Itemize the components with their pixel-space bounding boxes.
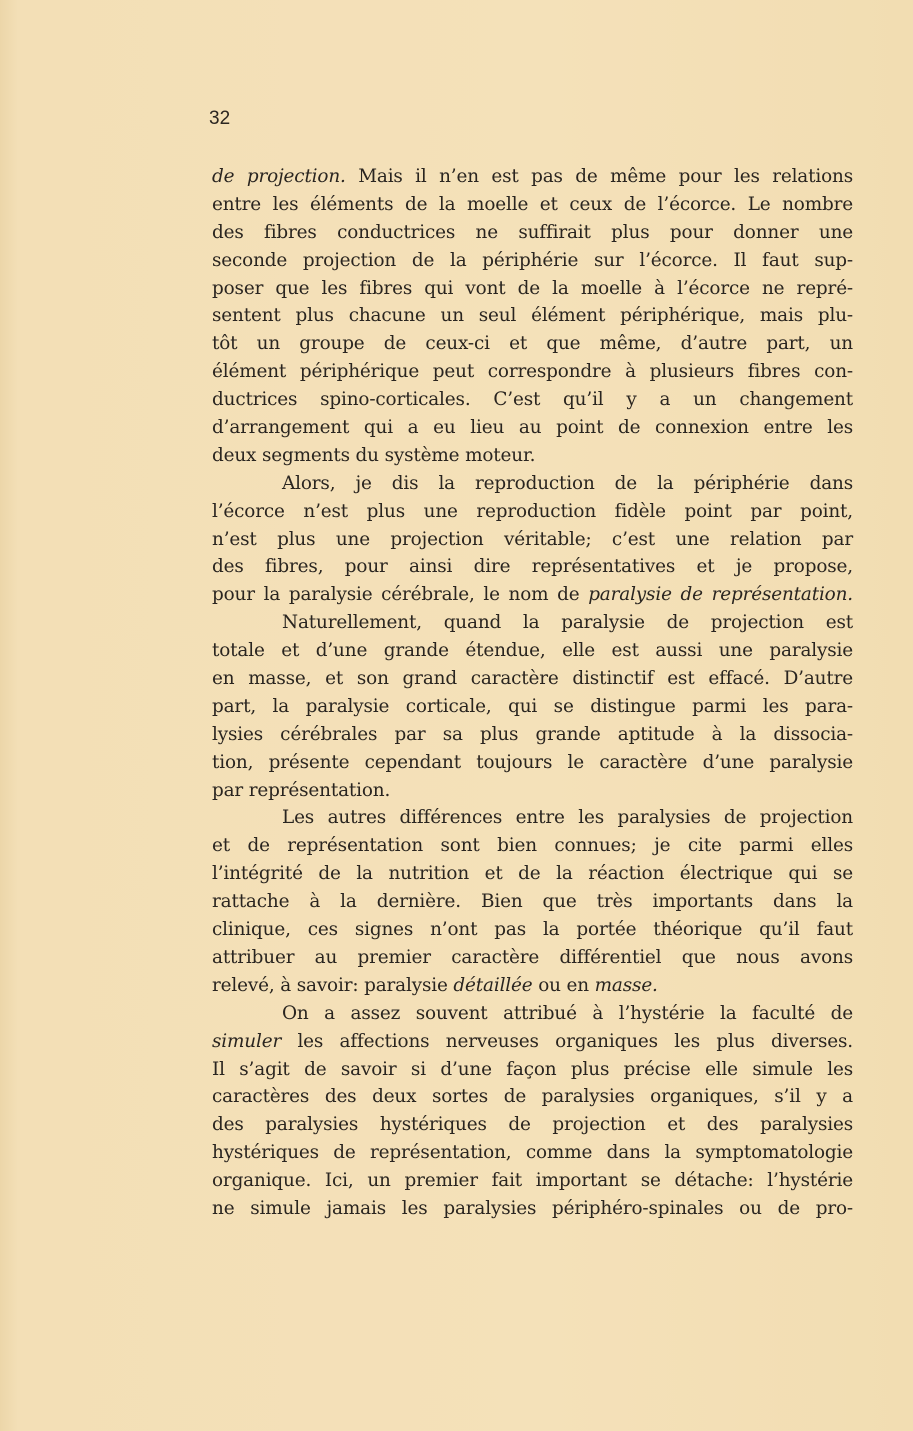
text-line	[212, 1195, 853, 1223]
text-segment: entre les éléments de la moelle et ceux de l’écorce. Le nombre	[212, 193, 853, 215]
text-segment: attribuer au premier caractère différentiel que nous avons	[212, 946, 853, 968]
text-segment: n’est plus une projection véritable; c’est une relation par	[212, 528, 853, 550]
text-segment: par représentation.	[212, 779, 391, 801]
text-segment: des fibres conductrices ne suffirait plus pour donner une	[212, 221, 853, 243]
italic-text: simuler	[212, 1030, 282, 1052]
text-line	[212, 553, 853, 581]
text-line	[212, 330, 853, 358]
text-line	[212, 860, 853, 888]
text-segment: et de représentation sont bien connues; je cite parmi elles	[212, 835, 853, 857]
text-segment: les affections nerveuses organiques les plus diverses.	[281, 1030, 853, 1052]
text-line	[212, 219, 853, 247]
text-segment: Il s’agit de savoir si d’une façon plus précise elle simule les	[212, 1058, 853, 1080]
text-line	[212, 1000, 853, 1028]
text-line	[212, 665, 853, 693]
italic-text: détaillée	[453, 974, 533, 996]
text-segment: caractères des deux sortes de paralysies organiques, s’il y a	[212, 1086, 853, 1108]
text-segment: en masse, et son grand caractère distinctif est effacé. D’autre	[212, 668, 853, 690]
text-line	[212, 1111, 853, 1139]
text-segment: part, la paralysie corticale, qui se distingue parmi les para-	[212, 695, 853, 717]
text-line	[212, 1139, 853, 1167]
text-line	[212, 498, 853, 526]
text-line	[212, 609, 853, 637]
page-number: 32	[209, 108, 231, 129]
text-segment: lysies cérébrales par sa plus grande aptitude à la dissocia-	[212, 723, 853, 745]
text-line	[212, 916, 853, 944]
text-line	[212, 1056, 853, 1084]
text-segment: d’arrangement qui a eu lieu au point de connexion entre les	[212, 417, 853, 439]
text-segment: pour la paralysie cérébrale, le nom de	[212, 584, 589, 606]
text-segment: tôt un groupe de ceux-ci et que même, d’autre part, un	[212, 333, 853, 355]
text-segment: ne simule jamais les paralysies périphéro-spinales ou de pro-	[212, 1197, 853, 1219]
text-line	[212, 777, 853, 805]
text-line	[212, 693, 853, 721]
text-line	[212, 1167, 853, 1195]
text-line	[212, 888, 853, 916]
text-line	[212, 358, 853, 386]
text-segment: poser que les fibres qui vont de la moelle à l’écorce ne repré-	[212, 277, 853, 299]
text-segment: Alors, je dis la reproduction de la périphérie dans	[282, 472, 853, 494]
text-line	[212, 163, 853, 191]
text-line	[212, 972, 853, 1000]
text-segment: relevé, à savoir: paralysie	[212, 974, 454, 996]
text-segment: tion, présente cependant toujours le caractère d’une paralysie	[212, 751, 853, 773]
text-line	[212, 386, 853, 414]
text-line	[212, 944, 853, 972]
text-line	[212, 581, 853, 609]
text-segment: ductrices spino-corticales. C’est qu’il y a un changement	[212, 389, 853, 411]
italic-text: de projection.	[212, 166, 346, 187]
text-segment: sentent plus chacune un seul élément périphérique, mais plu-	[212, 305, 853, 327]
text-segment: deux segments du système moteur.	[212, 444, 536, 466]
text-segment: On a assez souvent attribué à l’hystérie la faculté de	[282, 1002, 853, 1024]
text-segment: rattache à la dernière. Bien que très importants dans la	[212, 891, 853, 913]
body-text	[212, 163, 853, 1223]
text-segment: l’écorce n’est plus une reproduction fidèle point par point,	[212, 500, 853, 522]
text-segment: Mais il n’en est pas de même pour les relations	[345, 166, 853, 187]
text-line	[212, 832, 853, 860]
text-line	[212, 302, 853, 330]
text-line	[212, 191, 853, 219]
text-segment: clinique, ces signes n’ont pas la portée théorique qu’il faut	[212, 919, 853, 941]
text-line	[212, 470, 853, 498]
text-segment: seconde projection de la périphérie sur l’écorce. Il faut sup-	[212, 249, 853, 271]
text-segment: élément périphérique peut correspondre à plusieurs fibres con-	[212, 361, 853, 383]
text-line	[212, 749, 853, 777]
text-line	[212, 526, 853, 554]
text-segment: l’intégrité de la nutrition et de la réaction électrique qui se	[212, 863, 853, 885]
text-line	[212, 414, 853, 442]
text-segment: organique. Ici, un premier fait important se détache: l’hystérie	[212, 1170, 853, 1192]
italic-text: paralysie de représentation.	[588, 584, 853, 606]
text-segment: totale et d’une grande étendue, elle est aussi une paralysie	[212, 640, 853, 662]
text-line	[212, 1028, 853, 1056]
text-line	[212, 275, 853, 303]
text-segment: Les autres différences entre les paralysies de projection	[282, 807, 853, 829]
text-segment: des fibres, pour ainsi dire représentatives et je propose,	[212, 556, 853, 578]
text-segment: Naturellement, quand la paralysie de projection est	[282, 612, 853, 634]
text-segment: ou en	[532, 974, 595, 996]
text-line	[212, 637, 853, 665]
italic-text: masse.	[594, 974, 658, 996]
text-line	[212, 247, 853, 275]
text-line	[212, 442, 853, 470]
text-line	[212, 804, 853, 832]
text-segment: des paralysies hystériques de projection et des paralysies	[212, 1114, 853, 1136]
text-line	[212, 1083, 853, 1111]
text-segment: hystériques de représentation, comme dans la symptomatologie	[212, 1142, 853, 1164]
text-line	[212, 721, 853, 749]
